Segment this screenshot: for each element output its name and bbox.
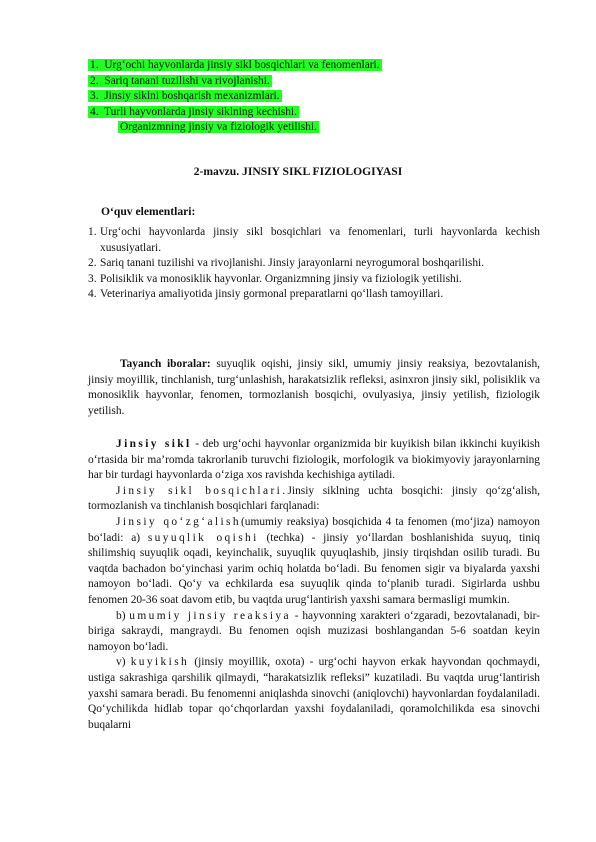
paragraph-stages: Jinsiy sikl bosqichlari.Jinsiy siklning uchta bosqichi: jinsiy qo‘zg‘alish, tormozlanish va tinchlanish bosqichlari farqlanadi:	[88, 484, 540, 513]
paragraph-excitation: Jinsiy qo‘zg‘alish(umumiy reaksiya) bosqichida 4 ta fenomen (mo‘jiza) namoyon bo‘ladi: a) suyuqlik oqishi (techka) - jinsiy yo‘llardan boshlanishida suyuq, tiniq shilimshiq suyuqlik oqadi, keyinchalik, suyuqlik quyuqlashib, jinsiy tirqishdan osilib turadi. Bu vaqtda bachadon bo‘yinchasi yarim ochiq holatda bo‘ladi. Bu fenomen sigir va biyalarda yaxshi namoyon bo‘ladi. Qo‘y va echkilarda esa suyuqlik qinda to‘planib turadi. Sigirlarda ushbu fenomen 20-36 soat davom etib, bu vaqtda urug‘lantirish yaxshi samara bermasligi mumkin.	[88, 515, 541, 606]
objectives-list	[88, 225, 540, 303]
paragraph-estrus: v) kuyikish (jinsiy moyillik, oxota) - urg‘ochi hayvon erkak hayvondan qochmaydi, ustiga sakrashiga qarshilik qilmaydi, “harakatsizlik refleksi” kuzatiladi. Bu vaqtda urug‘lantirish yaxshi samara beradi. Bu fenomenni aniqlashda sinovchi (aniqlovchi) hayvonlardan foydalaniladi. Qo‘ychilikda hidlab topar qo‘chqorlardan yaxshi foydalaniladi, qoramolchilikda esa sinovchi buqalarni	[88, 656, 540, 731]
outline-item: 3. Jinsiy siklni boshqarish mexanizmlari.	[90, 90, 280, 103]
body-text	[88, 437, 540, 733]
keywords-paragraph: Tayanch iboralar: suyuqlik oqishi, jinsiy sikl, umumiy jinsiy reaksiya, bezovtalanish, jinsiy moyillik, tinchlanish, turg‘unlashish, harakatsizlik refleksi, asinxron jinsiy sikl, polisiklik va monosiklik hayvonlar, fenomen, tormozlanish bosqichi, ovulyasiya, jinsiy yetilish, fiziologik yetilish.	[88, 358, 540, 417]
outline-item: 1. Urg‘ochi hayvonlarda jinsiy sikl bosqichlari va fenomenlari.	[90, 59, 380, 71]
outline-item: Organizmning jinsiy va fiziologik yetilishi.	[120, 121, 317, 134]
outline-item: 2. Sariq tanani tuzilishi va rivojlanishi.	[90, 74, 270, 87]
paragraph-general-reaction: b) umumiy jinsiy reaksiya - hayvonning xarakteri o‘zgaradi, bezovtalanadi, bir-biriga sakraydi, mangraydi. Bu fenomen oqish muzizasi boshlangandan 5-6 soatdan keyin namoyon bo‘ladi.	[88, 609, 540, 653]
objective-item: 3. Polisiklik va monosiklik hayvonlar. Organizmning jinsiy va fiziologik yetilishi.	[88, 272, 462, 285]
topic-outline	[88, 58, 540, 136]
page-title: 2-mavzu. JINSIY SIKL FIZIOLOGIYASI	[193, 165, 403, 178]
outline-item: 4. Turli hayvonlarda jinsiy siklning kechishi.	[90, 105, 297, 118]
keywords-label: Tayanch iboralar:	[120, 358, 211, 370]
paragraph-definition: Jinsiy sikl - deb urg‘ochi hayvonlar organizmida bir kuyikish bilan ikkinchi kuyikish o‘rtasida bir ma’romda takrorlanib turuvchi fiziologik, morfologik va biokimyoviy jarayonlarning har bir turdagi hayvonlarda o‘ziga xos ravishda kechishiga aytiladi.	[88, 438, 540, 482]
objective-item: 4. Veterinariya amaliyotida jinsiy gormonal preparatlarni qo‘llash tamoyillari.	[88, 288, 444, 301]
objective-item: 1. Urg‘ochi hayvonlarda jinsiy sikl bosqichlari va fenomenlari, turli hayvonlarda kechish xususiyatlari.	[88, 226, 540, 254]
objective-item: 2. Sariq tanani tuzilishi va rivojlanishi. Jinsiy jarayonlarni neyrogumoral boshqarilishi.	[88, 257, 485, 270]
objectives-heading: O‘quv elementlari:	[101, 205, 196, 218]
